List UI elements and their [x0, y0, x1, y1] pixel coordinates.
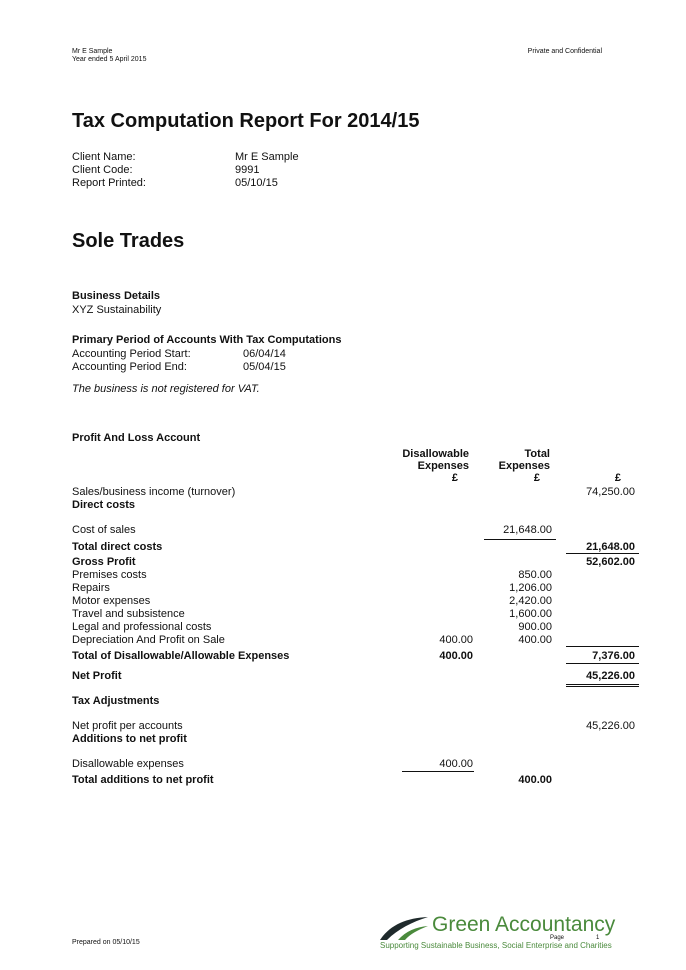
col-disallowable-header-2: Expenses [417, 460, 469, 472]
table-row [0, 582, 686, 595]
row-disallowable: 400.00 [439, 634, 473, 646]
row-label: Total of Disallowable/Allowable Expenses [72, 650, 290, 662]
report-printed-label: Report Printed: [72, 177, 146, 189]
row-disallowable: 400.00 [439, 650, 473, 662]
row-label: Motor expenses [72, 595, 151, 607]
net-profit-label: Net profit per accounts [72, 720, 183, 732]
client-code-value: 9991 [235, 164, 260, 176]
period-start-value: 06/04/14 [243, 348, 286, 360]
row-total: 900.00 [518, 621, 552, 633]
period-heading: Primary Period of Accounts With Tax Computations [72, 334, 342, 346]
row-summary: 74,250.00 [586, 486, 635, 498]
row-label: Gross Profit [72, 556, 136, 568]
row-total: 400.00 [518, 634, 552, 646]
header-year: Year ended 5 April 2015 [72, 56, 147, 63]
disallowable-expenses-label: Disallowable expenses [72, 758, 184, 770]
business-details-heading: Business Details [72, 290, 161, 302]
total-additions-value: 400.00 [518, 774, 552, 786]
green-accountancy-logo-icon [378, 913, 430, 943]
table-row [0, 621, 686, 634]
vat-note: The business is not registered for VAT. [72, 383, 260, 395]
row-total: 1,206.00 [509, 582, 552, 594]
row-label: Repairs [72, 582, 110, 594]
row-label: Direct costs [72, 499, 135, 511]
row-label: Travel and subsistence [72, 608, 185, 620]
table-row [0, 758, 686, 771]
row-summary: 7,376.00 [592, 650, 635, 662]
header-client: Mr E Sample [72, 48, 113, 55]
divider [566, 686, 639, 687]
period-end-value: 05/04/15 [243, 361, 286, 373]
divider [484, 539, 556, 540]
col-total-header-2: Expenses [498, 460, 550, 472]
additions-heading: Additions to net profit [72, 733, 187, 745]
row-label: Sales/business income (turnover) [72, 486, 236, 498]
table-row [0, 595, 686, 608]
divider [566, 684, 639, 685]
row-label: Cost of sales [72, 524, 136, 536]
row-label: Premises costs [72, 569, 147, 581]
row-total: 1,600.00 [509, 608, 552, 620]
page-label: Page [550, 935, 565, 941]
row-summary: 21,648.00 [586, 541, 635, 553]
row-total: 850.00 [518, 569, 552, 581]
table-row [0, 670, 686, 683]
table-row [0, 720, 686, 733]
table-row [0, 650, 686, 663]
row-label: Total direct costs [72, 541, 163, 553]
row-total: 21,648.00 [503, 524, 552, 536]
client-name-value: Mr E Sample [235, 151, 299, 163]
brand-tagline: Supporting Sustainable Business, Social Enterprise and Charities [380, 941, 612, 950]
table-row [0, 556, 686, 569]
row-summary: 45,226.00 [586, 670, 635, 682]
divider [566, 663, 639, 664]
page-title: Tax Computation Report For 2014/15 [72, 110, 420, 132]
pl-heading: Profit And Loss Account [72, 432, 201, 444]
row-label: Depreciation And Profit on Sale [72, 634, 225, 646]
divider [402, 771, 474, 772]
table-row [0, 608, 686, 621]
col-summary-currency: £ [614, 472, 621, 484]
table-row [0, 524, 686, 537]
disallowable-expenses-value: 400.00 [439, 758, 473, 770]
col-disallowable-header: Disallowable [402, 448, 469, 460]
table-row [0, 569, 686, 582]
total-additions-label: Total additions to net profit [72, 774, 214, 786]
divider [566, 553, 639, 554]
tax-adjustments-heading: Tax Adjustments [72, 695, 160, 707]
section-title: Sole Trades [72, 230, 185, 252]
table-row [0, 774, 686, 787]
col-total-currency: £ [533, 472, 540, 484]
page-number: 1 [596, 935, 600, 941]
period-end-label: Accounting Period End: [72, 361, 187, 373]
net-profit-value: 45,226.00 [586, 720, 635, 732]
client-name-label: Client Name: [72, 151, 136, 163]
divider [566, 646, 639, 647]
row-label: Net Profit [72, 670, 122, 682]
prepared-date: Prepared on 05/10/15 [72, 939, 140, 946]
col-disallowable-currency: £ [451, 472, 458, 484]
brand-name: Green Accountancy [432, 913, 616, 936]
table-row [0, 486, 686, 499]
row-summary: 52,602.00 [586, 556, 635, 568]
table-row [0, 499, 686, 512]
row-total: 2,420.00 [509, 595, 552, 607]
period-start-label: Accounting Period Start: [72, 348, 191, 360]
row-label: Legal and professional costs [72, 621, 212, 633]
client-code-label: Client Code: [72, 164, 133, 176]
business-name: XYZ Sustainability [72, 304, 162, 316]
report-printed-value: 05/10/15 [235, 177, 278, 189]
header-confidential: Private and Confidential [527, 48, 602, 55]
col-total-header: Total [524, 448, 550, 460]
